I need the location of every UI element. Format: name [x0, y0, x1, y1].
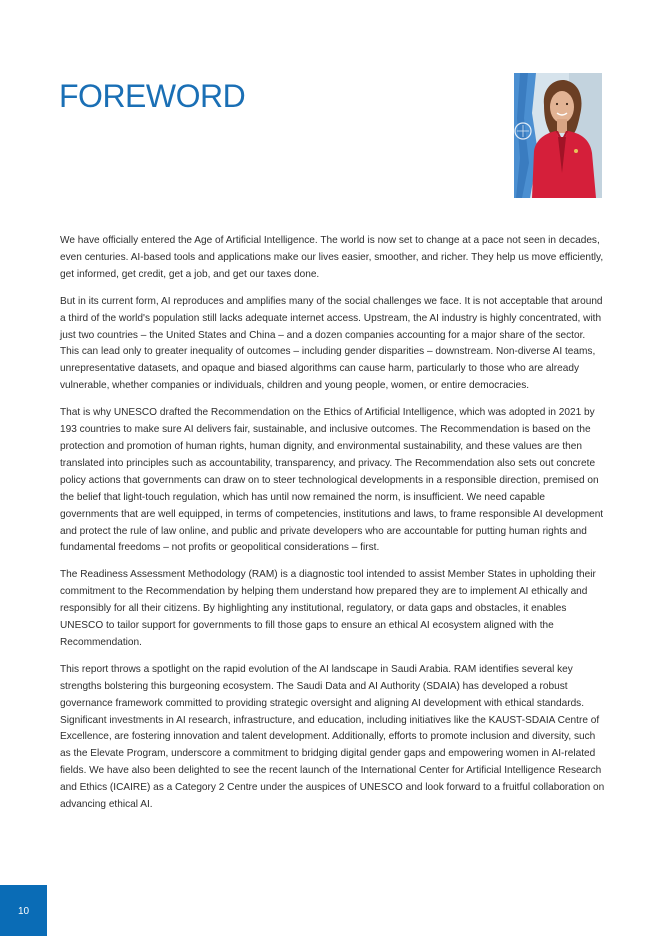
page-number-tab — [0, 885, 47, 936]
paragraph-1: We have officially entered the Age of Artificial Intelligence. The world is now set to change at a pace not seen in decades, even centuries. AI-based tools and applications make our lives easier, smoother, and richer. They help us move efficiently, get informed, get credit, get a job, and get our taxes done. — [60, 235, 604, 280]
page-title: FOREWORD — [59, 78, 246, 114]
paragraph-5: This report throws a spotlight on the rapid evolution of the AI landscape in Saudi Arabia. RAM identifies several key strengths bolstering this burgeoning ecosystem. The Saudi Data and AI Authority (SDAIA) has developed a robust governance framework committed to providing strategic oversight and aligning AI development with ethical standards. Significant investments in AI research, infrastructure, and education, including initiatives like the KAUST-SDAIA Centre of Excellence, are fostering innovation and talent development. Additionally, efforts to promote inclusion and diversity, such as the Elevate Program, underscore a commitment to bridging digital gender gaps and empowering women in AI-related fields. We have also been delighted to see the recent launch of the International Center for Artificial Intelligence Research and Ethics (ICAIRE) as a Category 2 Centre under the auspices of UNESCO and look forward to a fruitful collaboration on advancing ethical AI. — [60, 663, 605, 811]
paragraph-3: That is why UNESCO drafted the Recommendation on the Ethics of Artificial Intelligence, which was adopted in 2021 by 193 countries to make sure AI delivers fair, sustainable, and inclusive outcomes. The Recommendation is based on the protection and promotion of human rights, human dignity, and environmental sustainability, and these values are then translated into principles such as accountability, transparency, and privacy. The Recommendation also sets out concrete policy actions that governments can draw on to steer technological developments in a responsible direction, premised on the belief that light-touch regulation, which has until now remained the norm, is insufficient. We need capable governments that are well equipped, in terms of competencies, institutions and laws, to frame responsible AI development and protect the rule of law online, and public and private developers who are accountable for putting human rights and fundamental freedoms – not profits or geopolitical considerations – first. — [60, 407, 604, 554]
paragraph-4: The Readiness Assessment Methodology (RAM) is a diagnostic tool intended to assist Member States in upholding their commitment to the Recommendation by helping them understand how prepared they are to implement AI ethically and responsibly for all their citizens. By highlighting any institutional, regulatory, or data gaps and obstacles, it enables UNESCO to tailor support for governments to fill those gaps to ensure an ethical AI ecosystem aligned with the Recommendation. — [60, 569, 596, 648]
foreword-body — [60, 233, 606, 824]
page-number: 10 — [17, 906, 30, 917]
paragraph-2: But in its current form, AI reproduces and amplifies many of the social challenges we face. It is not acceptable that around a third of the world's population still lacks adequate internet access. Upstream, the AI industry is highly concentrated, with just two countries – the United States and China – and a dozen companies accounting for a major share of the sector. This can lead only to greater inequality of outcomes – including gender disparities – downstream. Non-diverse AI teams, unrepresentative datasets, and opaque and biased algorithms can cause harm, particularly to those who are already vulnerable, whether companies or individuals, children and young people, women, or entire democracies. — [60, 295, 603, 392]
portrait-illustration — [514, 73, 602, 198]
portrait-photo — [514, 73, 602, 198]
